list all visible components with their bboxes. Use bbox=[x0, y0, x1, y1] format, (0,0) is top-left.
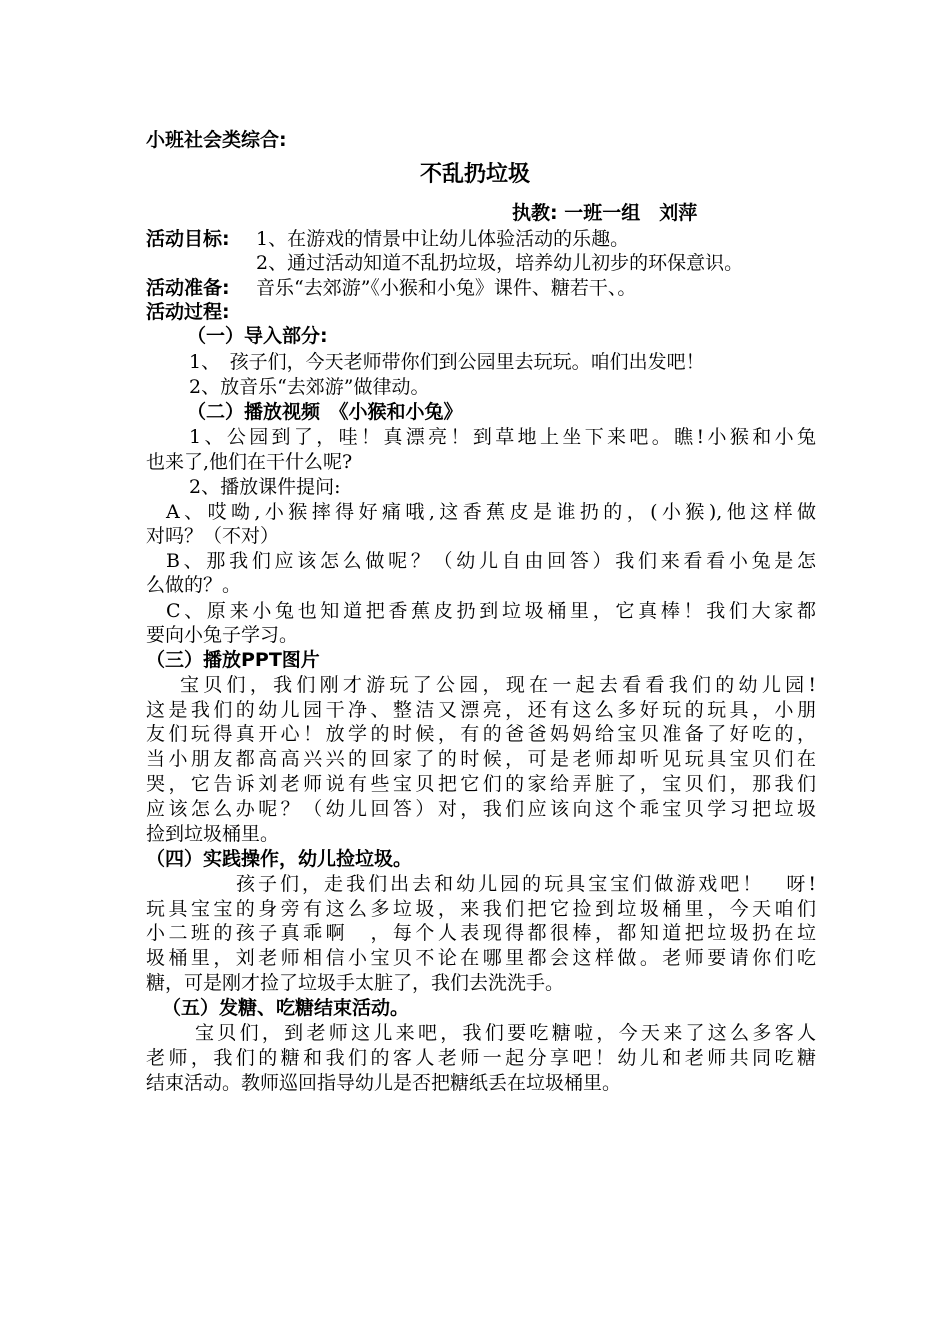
section-3-heading: （三）播放PPT图片 bbox=[146, 649, 320, 671]
section-4-para-5: 糖，可是刚才捡了垃圾手太脏了，我们去洗洗手。 bbox=[146, 972, 565, 994]
goals-label: 活动目标: bbox=[146, 228, 230, 250]
prep-text: 音乐“去郊游”《小猴和小兔》课件、糖若干、。 bbox=[256, 277, 637, 299]
question-c-2: 要向小兔子学习。 bbox=[146, 624, 299, 646]
section-3-para-3: 友们玩得真开心！放学的时候，有的爸爸妈妈给宝贝准备了好吃的， bbox=[146, 723, 816, 745]
section-2-heading: （二）播放视频 《小猴和小兔》 bbox=[187, 401, 463, 423]
section-1-heading: （一）导入部分: bbox=[187, 325, 328, 347]
section-3-para-1: 宝贝们，我们刚才游玩了公园，现在一起去看看我们的幼儿园! bbox=[180, 674, 816, 696]
section-4-heading: （四）实践操作，幼儿捡垃圾。 bbox=[146, 848, 413, 870]
section-5-para-1: 宝贝们，到老师这儿来吧，我们要吃糖啦，今天来了这么多客人 bbox=[195, 1022, 816, 1044]
section-5-heading: （五）发糖、吃糖结束活动。 bbox=[162, 997, 410, 1019]
question-c-1: C、原来小兔也知道把香蕉皮扔到垃圾桶里，它真棒！我们大家都 bbox=[166, 600, 816, 622]
section-1-line-2: 2、放音乐“去郊游”做律动。 bbox=[189, 376, 430, 398]
section-5-para-2: 老师，我们的糖和我们的客人老师一起分享吧！幼儿和老师共同吃糖 bbox=[146, 1047, 816, 1069]
goal-2: 2、通过活动知道不乱扔垃圾，培养幼儿初步的环保意识。 bbox=[256, 252, 744, 274]
section-4-para-2: 玩具宝宝的身旁有这么多垃圾，来我们把它捡到垃圾桶里，今天咱们 bbox=[146, 898, 816, 920]
section-4-para-3: 小二班的孩子真乖啊 ，每个人表现得都很棒，都知道把垃圾扔在垃 bbox=[146, 922, 816, 944]
category-heading: 小班社会类综合: bbox=[146, 129, 287, 151]
section-4-para-1: 孩子们，走我们出去和幼儿园的玩具宝宝们做游戏吧！ 呀! bbox=[236, 873, 816, 895]
section-3-para-5: 哭，它告诉刘老师说有些宝贝把它们的家给弄脏了，宝贝们，那我们 bbox=[146, 773, 816, 795]
teacher-line: 执教: 一班一组 刘萍 bbox=[512, 202, 698, 224]
page-title: 不乱扔垃圾 bbox=[419, 162, 530, 187]
section-3-para-6: 应该怎么办呢？（幼儿回答）对，我们应该向这个乖宝贝学习把垃圾 bbox=[146, 798, 816, 820]
process-label: 活动过程: bbox=[146, 301, 230, 323]
question-b-1: B、那我们应该怎么做呢？（幼儿自由回答）我们来看看小兔是怎 bbox=[166, 550, 816, 572]
goal-1: 1、在游戏的情景中让幼儿体验活动的乐趣。 bbox=[256, 228, 630, 250]
question-a-2: 对吗？（不对） bbox=[146, 525, 280, 547]
section-3-para-2: 这是我们的幼儿园干净、整洁又漂亮，还有这么多好玩的玩具，小朋 bbox=[146, 699, 816, 721]
question-b-2: 么做的？。 bbox=[146, 574, 242, 596]
section-3-para-7: 捡到垃圾桶里。 bbox=[146, 823, 280, 845]
section-2-line-1b: 也来了,他们在干什么呢? bbox=[146, 451, 353, 473]
section-2-line-1a: 1、公园到了，哇！真漂亮！到草地上坐下来吧。瞧!小猴和小兔 bbox=[189, 426, 816, 448]
section-5-para-3: 结束活动。教师巡回指导幼儿是否把糖纸丢在垃圾桶里。 bbox=[146, 1072, 622, 1094]
section-3-para-4: 当小朋友都高高兴兴的回家了的时候，可是老师却听见玩具宝贝们在 bbox=[146, 748, 816, 770]
section-2-line-2: 2、播放课件提问: bbox=[189, 476, 341, 498]
question-a-1: A、哎呦,小猴摔得好痛哦,这香蕉皮是谁扔的，(小猴),他这样做 bbox=[166, 501, 816, 523]
section-4-para-4: 圾桶里，刘老师相信小宝贝不论在哪里都会这样做。老师要请你们吃 bbox=[146, 947, 816, 969]
prep-label: 活动准备: bbox=[146, 277, 230, 299]
section-1-line-1: 1、 孩子们，今天老师带你们到公园里去玩玩。咱们出发吧！ bbox=[189, 351, 705, 373]
